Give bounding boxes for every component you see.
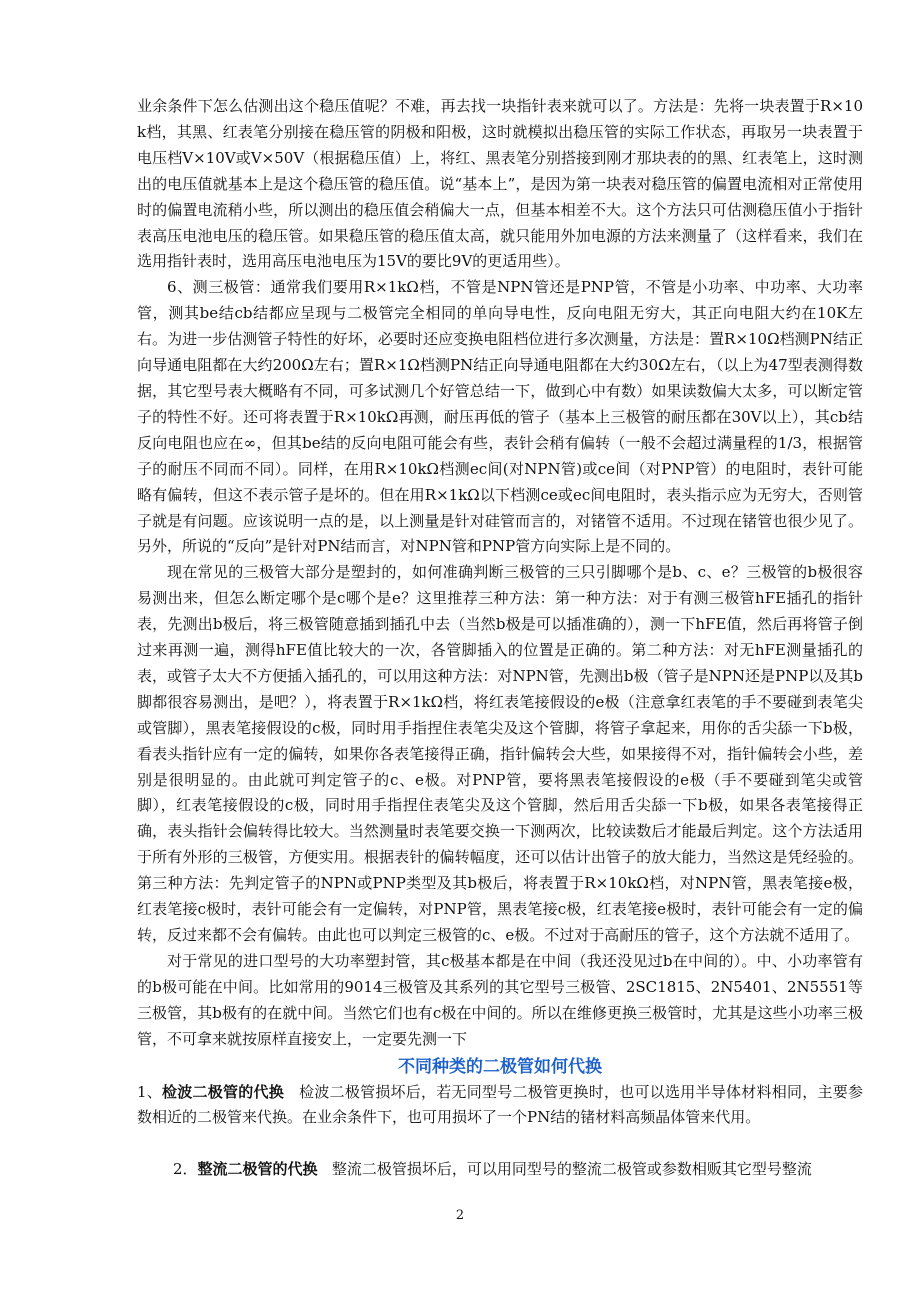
- section-text: 检波二极管损坏后，若无同型号二极管更换时，也可以选用半导体材料相同，主要参数相近的二极管来代换。在业余条件下，也可用损坏了一个PN结的锗材料高频晶体管来代用。: [137, 1082, 863, 1127]
- paragraph-zener-estimate: 业余条件下怎么估测出这个稳压值呢？不难，再去找一块指针表来就可以了。方法是：先将一块表置于R×10k档，其黑、红表笔分别接在稳压管的阴极和阳极，这时就模拟出稳压管的实际工作状态，再取另一块表置于电压档V×10V或V×50V（根据稳压值）上，将红、黑表笔分别搭接到刚才那块表的的黑、红表笔上，这时测出的电压值就基本上是这个稳压管的稳压值。说“基本上”，是因为第一块表对稳压管的偏置电流相对正常使用时的偏置电流稍小些，所以测出的稳压值会稍偏大一点，但基本相差不大。这个方法只可估测稳压值小于指针表高压电池电压的稳压管。如果稳压管的稳压值太高，就只能用外加电源的方法来测量了（这样看来，我们在选用指针表时，选用高压电池电压为15V的要比9V的更适用些）。: [137, 97, 863, 271]
- section-detector-diode: [137, 1080, 863, 1132]
- section-title: 整流二极管的代换: [197, 1160, 318, 1179]
- section-heading: 不同种类的二极管如何代换: [398, 1056, 602, 1077]
- section-title: 检波二极管的代换: [162, 1082, 285, 1101]
- section-rectifier-diode: [137, 1157, 863, 1183]
- spacer: [137, 1131, 863, 1157]
- page-number: 2: [455, 1208, 465, 1223]
- section-text: 整流二极管损坏后，可以用同型号的整流二极管或参数相贩其它型号整流: [331, 1160, 812, 1179]
- paragraph-power-transistor-pins: 对于常见的进口型号的大功率塑封管，其c极基本都是在中间（我还没见过b在中间的）。中、小功率管有的b极可能在中间。比如常用的9014三极管及其系列的其它型号三极管、2SC1815、2N5401、2N5551等三极管，其b极有的在就中间。当然它们也有c极在中间的。所以在维修更换三极管时，尤其是这些小功率三极管，不可拿来就按原样直接安上，一定要先测一下: [137, 951, 863, 1048]
- paragraph-transistor-test: 6、测三极管：通常我们要用R×1kΩ档，不管是NPN管还是PNP管，不管是小功率、中功率、大功率管，测其be结cb结都应呈现与二极管完全相同的单向导电性，反向电阻无穷大，其正向电阻大约在10K左右。为进一步估测管子特性的好坏，必要时还应变换电阻档位进行多次测量，方法是：置R×10Ω档测PN结正向导通电阻都在大约200Ω左右；置R×1Ω档测PN结正向导通电阻都在大约30Ω左右，（以上为47型表测得数据，其它型号表大概略有不同，可多试测几个好管总结一下，做到心中有数）如果读数偏大太多，可以断定管子的特性不好。还可将表置于R×10kΩ再测，耐压再低的管子（基本上三极管的耐压都在30V以上），其cb结反向电阻也应在∞，但其be结的反向电阻可能会有些，表针会稍有偏转（一般不会超过满量程的1/3，根据管子的耐压不同而不同）。同样，在用R×10kΩ档测ec间(对NPN管)或ce间（对PNP管）的电阻时，表针可能略有偏转，但这不表示管子是坏的。但在用R×1kΩ以下档测ce或ec间电阻时，表头指示应为无穷大，否则管子就是有问题。应该说明一点的是，以上测量是针对硅管而言的，对锗管不适用。不过现在锗管也很少见了。另外，所说的“反向”是针对PN结而言，对NPN管和PNP管方向实际上是不同的。: [137, 278, 863, 556]
- paragraph-pin-identification: 现在常见的三极管大部分是塑封的，如何准确判断三极管的三只引脚哪个是b、c、e？三极管的b极很容易测出来，但怎么断定哪个是c哪个是e？这里推荐三种方法：第一种方法：对于有测三极管hFE插孔的指针表，先测出b极后，将三极管随意插到插孔中去（当然b极是可以插准确的），测一下hFE值，然后再将管子倒过来再测一遍，测得hFE值比较大的一次，各管脚插入的位置是正确的。第二种方法：对无hFE测量插孔的表，或管子太大不方便插入插孔的，可以用这种方法：对NPN管，先测出b极（管子是NPN还是PNP以及其b脚都很容易测出，是吧？），将表置于R×1kΩ档，将红表笔接假设的e极（注意拿红表笔的手不要碰到表笔尖或管脚），黑表笔接假设的c极，同时用手指捏住表笔尖及这个管脚，将管子拿起来，用你的舌尖舔一下b极，看表头指针应有一定的偏转，如果你各表笔接得正确，指针偏转会大些，如果接得不对，指针偏转会小些，差别是很明显的。由此就可判定管子的c、e极。对PNP管，要将黑表笔接假设的e极（手不要碰到笔尖或管脚），红表笔接假设的c极，同时用手指捏住表笔尖及这个管脚，然后用舌尖舔一下b极，如果各表笔接得正确，表头指针会偏转得比较大。当然测量时表笔要交换一下测两次，比较读数后才能最后判定。这个方法适用于所有外形的三极管，方便实用。根据表针的偏转幅度，还可以估计出管子的放大能力，当然这是凭经验的。第三种方法：先判定管子的NPN或PNP类型及其b极后，将表置于R×10kΩ档，对NPN管，黑表笔接e极，红表笔接c极时，表针可能会有一定偏转，对PNP管，黑表笔接c极，红表笔接e极时，表针可能会有一定的偏转，反过来都不会有偏转。由此也可以判定三极管的c、e极。不过对于高耐压的管子，这个方法就不适用了。: [137, 563, 863, 944]
- section-number: 1、: [137, 1082, 163, 1101]
- page-content: [137, 94, 863, 1183]
- section-number: 2．: [173, 1160, 198, 1179]
